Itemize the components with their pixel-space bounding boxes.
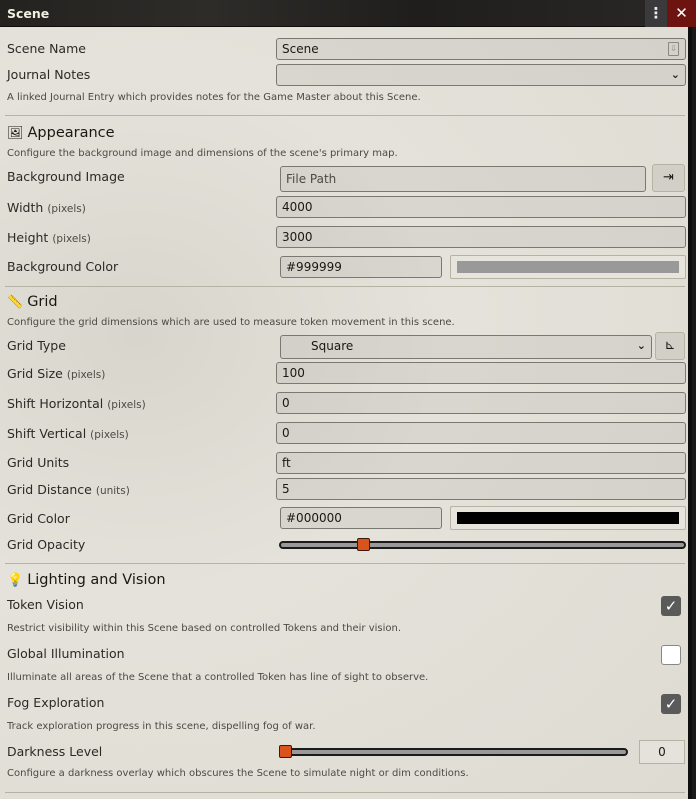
bg-color-picker[interactable] [450, 255, 686, 279]
grid-size-input[interactable]: 100 [276, 362, 686, 384]
token-vision-label: Token Vision [7, 597, 84, 612]
grid-type-label: Grid Type [7, 338, 66, 353]
scene-name-label: Scene Name [7, 41, 86, 56]
appearance-hint: Configure the background image and dimensions of the scene's primary map. [7, 148, 398, 159]
lighting-title: Lighting and Vision [27, 572, 166, 588]
more-options-icon[interactable]: ⋮ [645, 0, 667, 27]
journal-notes-hint: A linked Journal Entry which provides notes for the Game Master about this Scene. [7, 92, 421, 103]
width-label: Width (pixels) [7, 200, 86, 215]
token-vision-hint: Restrict visibility within this Scene based on controlled Tokens and their vision. [7, 623, 402, 634]
grid-type-value: Square [311, 339, 354, 353]
grid-color-picker[interactable] [450, 506, 686, 530]
global-illumination-label: Global Illumination [7, 646, 125, 661]
grid-opacity-slider[interactable] [279, 541, 686, 549]
file-import-icon: ⇥ [663, 170, 674, 185]
chevron-down-icon: ⌄ [670, 68, 680, 81]
grid-type-select[interactable] [280, 335, 652, 359]
grid-distance-input[interactable]: 5 [276, 478, 686, 500]
global-illumination-checkbox[interactable] [661, 645, 681, 665]
bg-color-label: Background Color [7, 259, 119, 274]
divider [5, 286, 685, 287]
journal-notes-label: Journal Notes [7, 67, 91, 82]
grid-size-label: Grid Size (pixels) [7, 366, 106, 381]
window-header[interactable] [0, 0, 696, 27]
lighting-heading [7, 572, 166, 588]
bg-image-input[interactable]: File Path [280, 166, 646, 192]
bg-image-label: Background Image [7, 169, 125, 184]
close-icon[interactable]: ✕ [667, 0, 696, 27]
grid-units-input[interactable]: ft [276, 452, 686, 474]
grid-heading [7, 294, 58, 310]
grid-opacity-thumb[interactable] [357, 538, 370, 551]
darkness-value: 0 [639, 740, 685, 764]
height-label: Height (pixels) [7, 230, 91, 245]
divider [5, 115, 685, 116]
darkness-slider[interactable] [280, 748, 628, 756]
darkness-level-label: Darkness Level [7, 744, 103, 759]
lightbulb-icon: 💡 [7, 572, 24, 588]
scene-name-input[interactable] [276, 38, 686, 60]
fog-exploration-hint: Track exploration progress in this scene, dispelling fog of war. [7, 721, 316, 732]
image-icon: 🖼 [7, 125, 24, 141]
grid-title: Grid [27, 294, 58, 310]
appearance-heading [7, 125, 115, 141]
fog-exploration-label: Fog Exploration [7, 695, 105, 710]
file-picker-button[interactable] [652, 164, 685, 192]
grid-color-swatch [457, 512, 679, 524]
darkness-hint: Configure a darkness overlay which obscures the Scene to simulate night or dim conditions. [7, 768, 469, 779]
autofill-icon: ⇩ [668, 42, 679, 56]
window-content [0, 27, 692, 799]
journal-notes-select[interactable] [276, 64, 686, 86]
height-input[interactable]: 3000 [276, 226, 686, 248]
shift-horizontal-label: Shift Horizontal (pixels) [7, 396, 146, 411]
ruler-combined-icon: ⊾ [664, 338, 676, 353]
grid-color-label: Grid Color [7, 511, 70, 526]
divider [5, 563, 685, 564]
divider [5, 792, 685, 793]
darkness-thumb[interactable] [279, 745, 292, 758]
grid-distance-label: Grid Distance (units) [7, 482, 130, 497]
width-input[interactable]: 4000 [276, 196, 686, 218]
fog-exploration-checkbox[interactable]: ✓ [661, 694, 681, 714]
window-title: Scene [7, 6, 50, 21]
scene-name-value: Scene [282, 42, 319, 56]
grid-color-input[interactable]: #000000 [280, 507, 442, 529]
grid-units-label: Grid Units [7, 455, 70, 470]
grid-config-button[interactable] [655, 332, 685, 360]
ruler-icon: 📏 [7, 294, 24, 310]
token-vision-checkbox[interactable]: ✓ [661, 596, 681, 616]
chevron-down-icon: ⌄ [636, 339, 646, 352]
bg-color-input[interactable]: #999999 [280, 256, 442, 278]
shift-vertical-label: Shift Vertical (pixels) [7, 426, 129, 441]
shift-vertical-input[interactable]: 0 [276, 422, 686, 444]
global-illumination-hint: Illuminate all areas of the Scene that a controlled Token has line of sight to observe. [7, 672, 429, 683]
grid-opacity-label: Grid Opacity [7, 537, 86, 552]
shift-horizontal-input[interactable]: 0 [276, 392, 686, 414]
bg-color-swatch [457, 261, 679, 273]
grid-hint: Configure the grid dimensions which are used to measure token movement in this scene. [7, 317, 455, 328]
appearance-title: Appearance [27, 125, 115, 141]
